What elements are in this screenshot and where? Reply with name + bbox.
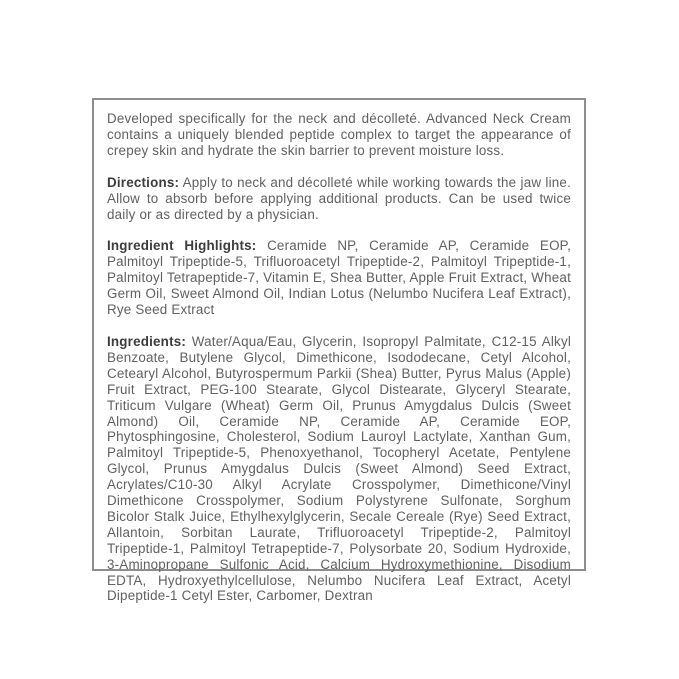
description-text: Developed specifically for the neck and décolleté. Advanced Neck Cream contains a uniquely blended peptide complex to target the appearance of crepey skin and hydrate the skin barrier to prevent moisture loss. bbox=[107, 111, 571, 158]
ingredients-paragraph bbox=[107, 334, 571, 604]
ingredients-text: Water/Aqua/Eau, Glycerin, Isopropyl Palmitate, C12-15 Alkyl Benzoate, Butylene Glycol, Dimethicone, Isododecane, Cetyl Alcohol, Cetearyl Alcohol, Butyrospermum Parkii (Shea) Butter, Pyrus Malus (Apple) Fruit Extract, PEG-100 Stearate, Glycol Distearate, Glyceryl Stearate, Triticum Vulgare (Wheat) Germ Oil, Prunus Amygdalus Dulcis (Sweet Almond) Oil, Ceramide NP, Ceramide AP, Ceramide EOP, Phytosphingosine, Cholesterol, Sodium Lauroyl Lactylate, Xanthan Gum, Palmitoyl Tripeptide-5, Phenoxyethanol, Tocopheryl Acetate, Pentylene Glycol, Prunus Amygdalus Dulcis (Sweet Almond) Seed Extract, Acrylates/C10-30 Alkyl Acrylate Crosspolymer, Dimethicone/Vinyl Dimethicone Crosspolymer, Sodium Polystyrene Sulfonate, Sorghum Bicolor Stalk Juice, Ethylhexylglycerin, Secale Cereale (Rye) Seed Extract, Allantoin, Sorbitan Laurate, Trifluoroacetyl Tripeptide-2, Palmitoyl Tripeptide-1, Palmitoyl Tetrapeptide-7, Polysorbate 20, Sodium Hydroxide, 3-Aminopropane Sulfonic Acid, Calcium Hydroxymethionine, Disodium EDTA, Hydroxyethylcellulose, Nelumbo Nucifera Leaf Extract, Acetyl Dipeptide-1 Cetyl Ester, Carbomer, Dextran bbox=[107, 333, 572, 604]
ingredient-highlights-text: Ceramide NP, Ceramide AP, Ceramide EOP, Palmitoyl Tripeptide-5, Trifluoroacetyl Tripeptide-2, Palmitoyl Tripeptide-1, Palmitoyl Tetrapeptide-7, Vitamin E, Shea Butter, Apple Fruit Extract, Wheat Germ Oil, Sweet Almond Oil, Indian Lotus (Nelumbo Nucifera Leaf Extract), Rye Seed Extract bbox=[107, 238, 572, 318]
ingredient-info-panel bbox=[92, 98, 586, 604]
directions-paragraph bbox=[107, 175, 571, 223]
ingredient-highlights-label: Ingredient Highlights: bbox=[107, 238, 257, 254]
ingredients-label: Ingredients: bbox=[107, 333, 187, 349]
description-paragraph bbox=[107, 111, 571, 159]
directions-label: Directions: bbox=[107, 174, 180, 190]
ingredient-highlights-paragraph bbox=[107, 238, 571, 318]
directions-text: Apply to neck and décolleté while working towards the jaw line. Allow to absorb before applying additional products. Can be used twice daily or as directed by a physician. bbox=[107, 174, 571, 222]
